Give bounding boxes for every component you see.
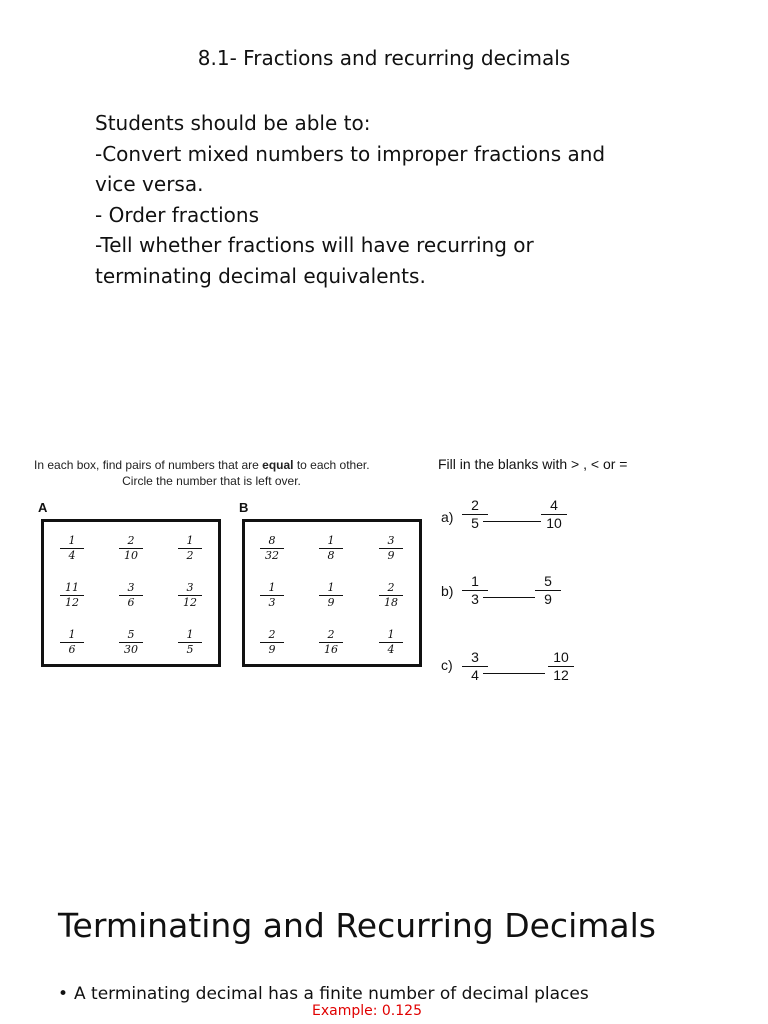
instruction-text: Circle the number that is left over. (122, 474, 301, 488)
fraction: 1 3 (252, 582, 292, 609)
objective-line: Students should be able to: (95, 111, 371, 135)
objective-line: vice versa. (95, 172, 204, 196)
objective-line: terminating decimal equivalents. (95, 263, 426, 288)
fraction: 1 9 (311, 582, 351, 609)
question-label: b) (441, 583, 454, 599)
slide-title: 8.1- Fractions and recurring decimals (197, 46, 571, 70)
learning-objectives (95, 108, 655, 291)
bullet-icon: • (58, 984, 69, 1004)
fraction: 3 4 (457, 650, 493, 683)
answer-blank[interactable] (483, 673, 545, 674)
instruction-text: to each other. (293, 458, 370, 472)
instruction-bold-word: equal (262, 458, 294, 472)
bullet-item (58, 984, 589, 1004)
fraction: 2 18 (371, 582, 411, 609)
fraction: 1 2 (170, 535, 210, 562)
fraction: 2 5 (457, 498, 493, 531)
fraction: 3 9 (371, 535, 411, 562)
section-heading: Terminating and Recurring Decimals (58, 906, 656, 945)
compare-instructions: Fill in the blanks with > , < or = (438, 456, 628, 472)
fraction: 8 32 (252, 535, 292, 562)
fraction: 2 16 (311, 629, 351, 656)
fraction: 2 10 (111, 535, 151, 562)
question-label: a) (441, 509, 454, 525)
box-b-label: B (239, 500, 249, 515)
objective-line: - Order fractions (95, 202, 260, 227)
equal-pairs-instructions (34, 457, 409, 489)
answer-blank[interactable] (483, 521, 541, 522)
fraction: 11 12 (52, 582, 92, 609)
fraction: 4 10 (536, 498, 572, 531)
fraction: 5 30 (111, 629, 151, 656)
objective-line: -Convert mixed numbers to improper fractions and (95, 141, 606, 166)
example-text: Example: 0.125 (312, 1003, 422, 1019)
instruction-text: In each box, find pairs of numbers that are (34, 458, 263, 472)
fraction: 3 6 (111, 582, 151, 609)
fraction: 1 4 (371, 629, 411, 656)
box-a-label: A (38, 500, 48, 515)
fraction: 5 9 (530, 574, 566, 607)
fraction: 2 9 (252, 629, 292, 656)
fraction: 10 12 (543, 650, 579, 683)
fraction: 3 12 (170, 582, 210, 609)
bullet-text: A terminating decimal has a finite number of decimal places (74, 984, 589, 1004)
fraction: 1 8 (311, 535, 351, 562)
objective-line: -Tell whether fractions will have recurring or (95, 233, 534, 257)
fraction: 1 3 (457, 574, 493, 607)
fraction: 1 6 (52, 629, 92, 656)
fraction: 1 5 (170, 629, 210, 656)
answer-blank[interactable] (483, 597, 535, 598)
fraction: 1 4 (52, 535, 92, 562)
question-label: c) (441, 657, 453, 673)
